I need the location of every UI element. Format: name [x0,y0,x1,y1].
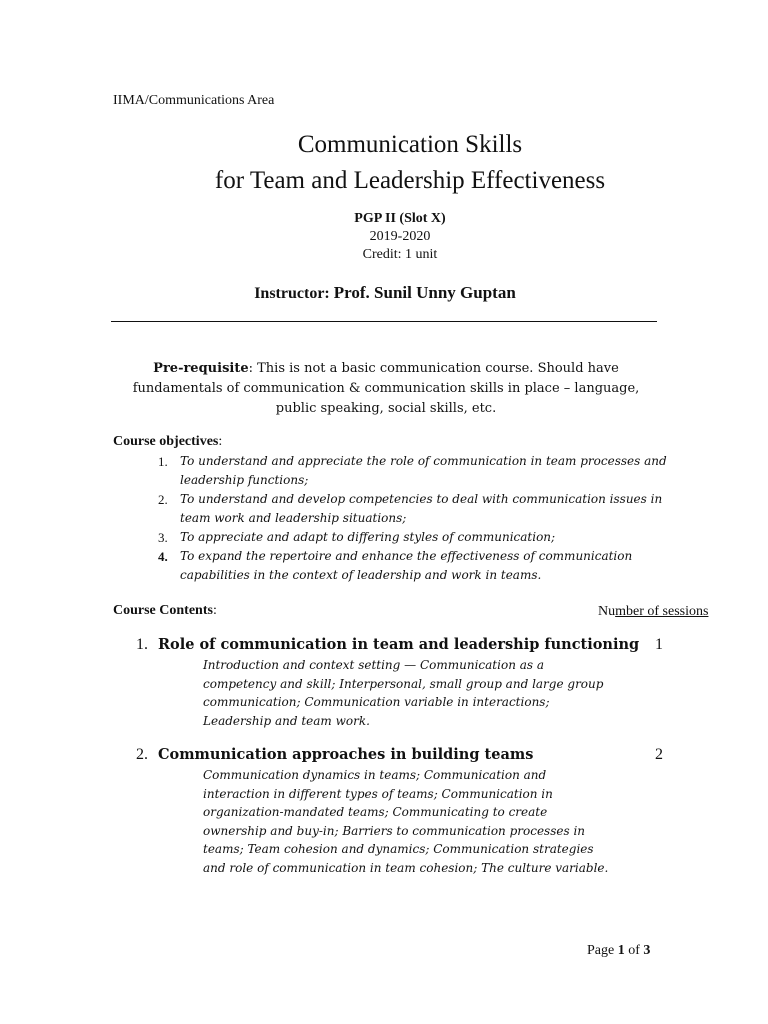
document-title-line-2: for Team and Leadership Effectiveness [214,167,606,194]
instructor-name: Prof. Sunil Unny Guptan [333,283,516,302]
objective-item: 4. To expand the repertoire and enhance the effectiveness of communication capabilities in the context of leadership and work in teams. [158,549,633,582]
prerequisite-text: : This is not a basic communication course. Should have fundamentals of communication & communication skills in place – language, public speaking, social skills, etc. [132,361,640,416]
credit-units: Credit: 1 unit [362,247,438,262]
objectives-heading: Course objectives: [113,434,223,449]
section-title: Role of communication in team and leadership functioning [158,636,640,653]
section-number: 2. [136,746,148,763]
objective-item: 2. To understand and develop competencies to deal with communication issues in team work and leadership situations; [158,492,663,525]
objectives-list [155,452,675,585]
sessions-column-heading: Number of sessions [598,604,709,619]
academic-year: 2019-2020 [369,229,431,244]
section-session-count: 1 [655,636,663,653]
horizontal-rule [111,321,657,322]
prerequisite-label: Pre-requisite [153,361,249,376]
section-title: Communication approaches in building teams [158,746,534,763]
section-session-count: 2 [655,746,663,763]
section-description: Introduction and context setting — Communication as a competency and skill; Interpersonal, small group and large group communication; Communication variable in interactions; Leadership and team work. [203,658,604,728]
section-number: 1. [136,636,148,653]
objective-item: 3. To appreciate and adapt to differing styles of communication; [158,530,556,545]
document-title-line-1: Communication Skills [297,131,523,158]
course-contents-heading: Course Contents: [113,603,217,618]
program-slot: PGP II (Slot X) [354,211,446,226]
objective-item: 1. To understand and appreciate the role of communication in team processes and leadership functions; [158,454,667,487]
instructor-label: Instructor: [254,285,334,302]
area-header: IIMA/Communications Area [113,93,275,108]
instructor-line [0,283,768,303]
section-description: Communication dynamics in teams; Communication and interaction in different types of teams; Communication in organization-mandated teams; Communicating to create ownership and buy-in; Barriers to communication processes in teams; Team cohesion and dynamics; Communication strategies and role of communication in team cohesion; The culture variable. [203,768,609,875]
page-number: Page 1 of 3 [587,943,651,958]
prerequisite-paragraph [113,359,659,419]
